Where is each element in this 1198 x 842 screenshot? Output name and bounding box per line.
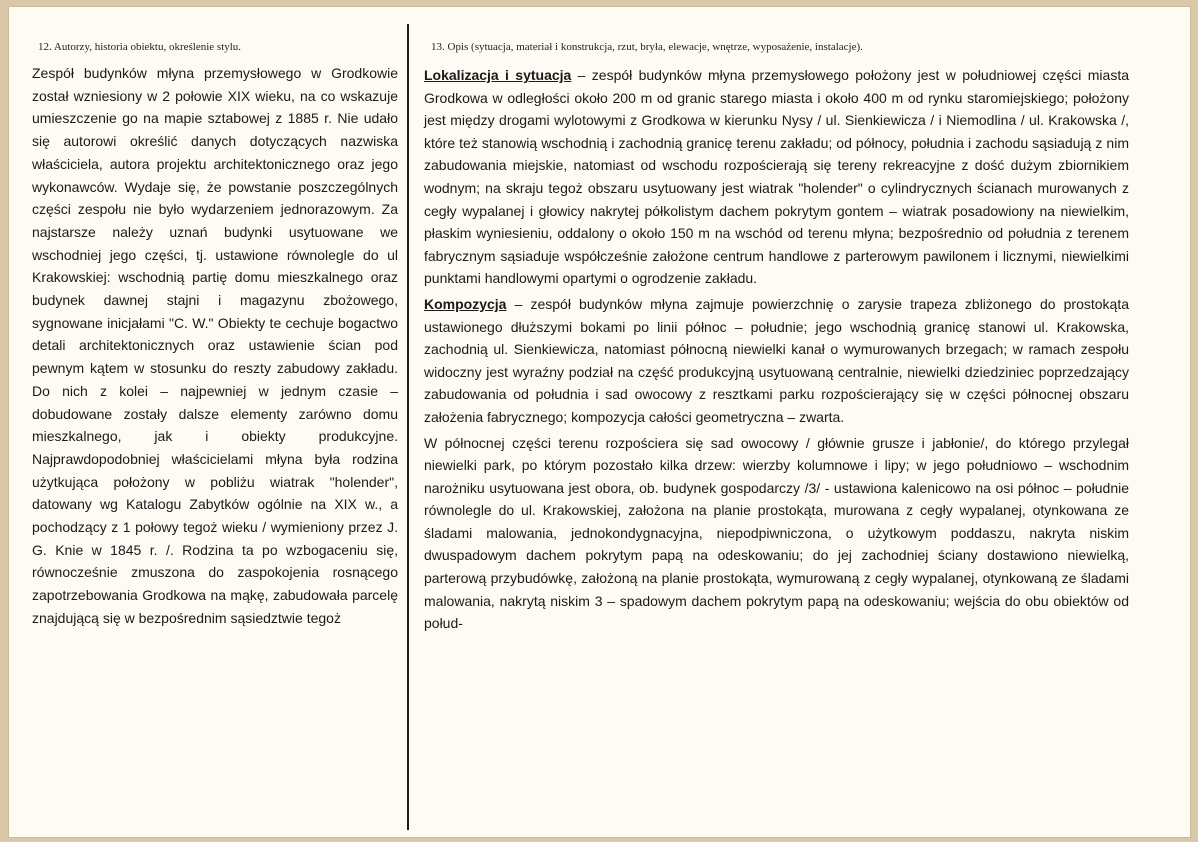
- orchard-paragraph: W północnej części terenu rozpościera się sad owocowy / głównie grusze i jabłonie/, do którego przylegał niewielki park, po którym pozostało kilka drzew: wierzby kolumnowe i lipy; w jego południowo – wschodnim narożniku usytuowana jest obora, ob. budynek gospodarczy /3/ - ustawiona kalenicowo na osi północ – południe równolegle do ul. Krakowskiej, założona na planie prostokąta, murowana z cegły wypalanej, otynkowana ze śladami malowania, jednokondygnacyjna, niepodpiwniczona, o użytkowym poddaszu, nakryta niskim dwuspadowym dachem pokrytym papą na odeskowaniu; do jej zachodniej ściany dostawiono niewielką, parterową przybudówkę, założoną na planie prostokąta, wymurowaną z cegły wypalanej, otynkowaną ze śladami malowania, nakrytą niskim 3 – spadowym dachem pokrytym papą na odeskowaniu; wejścia do obu obiektów od połud-: [424, 434, 1129, 632]
- document-sheet: [8, 6, 1191, 838]
- description-text: [424, 64, 1129, 638]
- location-title: Lokalizacja i sytuacja: [424, 67, 572, 83]
- history-text: [32, 62, 398, 630]
- column-divider: [407, 24, 409, 830]
- section-12-heading: 12. Autorzy, historia obiektu, określenie stylu.: [38, 41, 242, 53]
- composition-title: Kompozycja: [424, 295, 507, 312]
- composition-text: – zespół budynków młyna zajmuje powierzchnię o zarysie trapeza zbliżonego do prostokąta ustawionego dłuższymi bokami po linii północ – południe; jego wschodnią granicę stanowi ul. Krakowska, zachodnią ul. Sienkiewicza, natomiast północną niewielki kanał o wymurowanych brzegach; w ramach zespołu widoczny jest wyraźny podział na część produkcyjną usytuowaną centralnie, niewielki dziedziniec poprzedzający zabudowania od południa i sad owocowy z resztkami parku rozpościerający się w części północnej obszaru założenia fabrycznego; kompozycja całości geometryczna – zwarta.: [424, 295, 1129, 425]
- location-paragraph: [424, 64, 1129, 290]
- history-paragraph: Zespół budynków młyna przemysłowego w Grodkowie został wzniesiony w 2 połowie XIX wieku, na co wskazuje umieszczenie go na mapie sztabowej z 1885 r. Nie udało się autorowi określić danych dotyczących nazwiska właściciela, autora projektu architektonicznego oraz jego wykonawców. Wydaje się, że powstanie poszczególnych części zespołu nie było wydarzeniem jednorazowym. Za najstarsze należy uznań budynki usytuowane we wschodniej jego części, tj. ustawione równolegle do ul Krakowskiej: wschodnią partię domu mieszkalnego oraz budynek dawnej stajni i magazynu zbożowego, sygnowane inicjałami "C. W." Obiekty te cechuje bogactwo detali architektonicznych oraz ustawienie ścian pod pewnym kątem w stosunku do reszty zabudowy zakładu. Do nich z kolei – najpewniej w jednym czasie – dobudowane zostały dalsze elementy zarówno domu mieszkalnego, jak i obiekty produkcyjne. Najprawdopodobniej właścicielami młyna była rodzina użytkująca położony w pobliżu wiatrak "holender", datowany wg Katalogu Zabytków ogólnie na XIX w., a pochodzący z 1 połowy tegoż wieku / wymieniony przez J. G. Knie w 1845 r. /. Rodzina ta po wzbogaceniu się, równocześnie zmuszona do zaspokojenia rosnącego zapotrzebowania Grodkowa na mąkę, zabudowała parcelę znajdującą się w bezpośrednim sąsiedztwie tegoż: [32, 65, 398, 626]
- section-13-heading: 13. Opis (sytuacja, materiał i konstrukcja, rzut, bryła, elewacje, wnętrze, wyposażenie, instalacje).: [431, 41, 863, 53]
- composition-paragraph: [424, 293, 1129, 429]
- location-text: – zespół budynków młyna przemysłowego położony jest w południowej części miasta Grodkowa w odległości około 200 m od granic starego miasta i około 400 m od rynku staromiejskiego; położony jest między drogami wylotowymi z Grodkowa w kierunku Nysy / ul. Sienkiewicza / i Niemodlina / ul. Krakowska /, które też stanowią wschodnią i zachodnią granicę terenu zakładu; od północy, południa i zachodu sąsiadują z nim zabudowania miejskie, natomiast od wschodu rozpościerają się tereny rekreacyjne z dość dużym zbiornikiem wodnym; na skraju tegoż obszaru usytuowany jest wiatrak "holender" o cylindrycznych ścianach murowanych z cegły wypalanej i głowicy nakrytej półkolistym dachem pokrytym gontem – wiatrak posadowiony na niewielkim, płaskim wyniesieniu, oddalony o około 150 m na wschód od terenu młyna; bezpośrednio od południa z terenem fabrycznym sąsiaduje współcześnie założone centrum handlowe z parterowym pawilonem i licznymi, niewielkimi punktami handlowymi opartymi o ogrodzenie zakładu.: [424, 67, 1129, 287]
